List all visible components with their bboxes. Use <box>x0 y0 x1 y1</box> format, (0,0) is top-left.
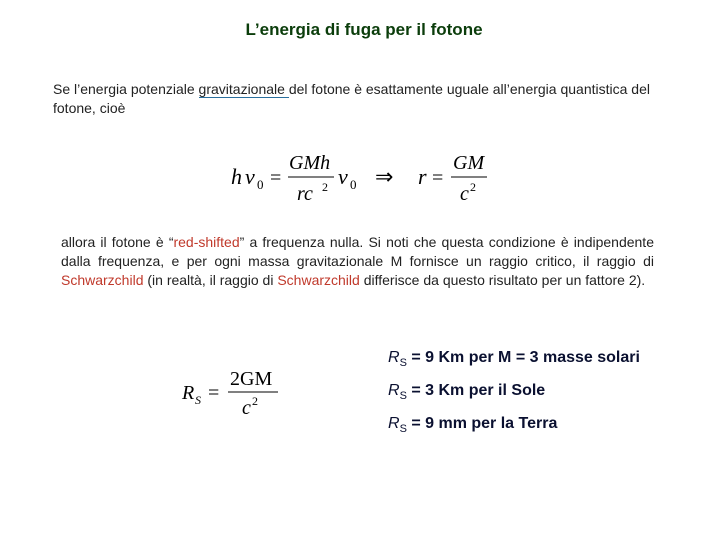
result-line <box>388 347 708 380</box>
eq2-denominator: c <box>242 397 251 419</box>
explanation-paragraph <box>61 233 654 290</box>
result-sub: S <box>399 357 407 370</box>
eq1-nu-right: ν <box>338 164 348 189</box>
eq2-equals: = <box>208 382 220 404</box>
result-sub: S <box>399 390 407 403</box>
eq1-nu-right-sub: 0 <box>350 177 357 192</box>
eq1-equals-right: = <box>432 167 444 189</box>
para-part4: differisce da questo risultato per un fattore 2). <box>359 272 646 288</box>
red-shifted-term: red-shifted <box>173 234 240 250</box>
eq2-numerator: 2GM <box>230 368 273 390</box>
eq2-den-sq: 2 <box>252 394 258 408</box>
result-text: = 3 Km per il Sole <box>406 382 546 399</box>
results-list <box>388 347 708 446</box>
result-line <box>388 413 708 446</box>
para-part2: ” a frequenza nulla. Si noti che questa condizione è indipendente dalla frequenza, e per ogni massa gravitazionale M fornisce un raggio critico, il raggio di <box>61 234 654 269</box>
schwarzchild-term-2: Schwarzchild <box>277 272 360 288</box>
result-R: R <box>388 415 400 432</box>
eq1-nu: ν <box>245 164 255 189</box>
eq2-R: R <box>182 382 195 404</box>
eq1-den-left-sq: 2 <box>322 180 328 194</box>
result-text: = 9 mm per la Terra <box>406 415 558 432</box>
result-text: = 9 Km per M = 3 masse solari <box>406 349 640 366</box>
eq1-nu-sub: 0 <box>257 177 264 192</box>
eq1-r: r <box>418 164 427 189</box>
result-rs <box>388 349 407 370</box>
result-R: R <box>388 349 400 366</box>
para-part3: (in realtà, il raggio di <box>143 272 278 288</box>
eq1-equals: = <box>270 167 282 189</box>
intro-after: del fotone è esattamente uguale all’energia quantistica del fotone, cioè <box>53 81 650 116</box>
intro-underlined-link[interactable]: gravitazionale <box>198 81 289 97</box>
result-R: R <box>388 382 400 399</box>
eq1-h: h <box>231 164 242 189</box>
intro-text <box>53 80 673 118</box>
schwarzschild-radius-equation <box>178 366 288 426</box>
result-line <box>388 380 708 413</box>
eq1-numerator-right: GM <box>453 152 485 174</box>
eq2-S: S <box>195 393 201 407</box>
result-rs <box>388 382 407 403</box>
eq1-denominator-right: c <box>460 183 469 205</box>
result-rs <box>388 415 407 436</box>
eq1-den-right-sq: 2 <box>470 180 476 194</box>
para-part1: allora il fotone è “ <box>61 234 174 250</box>
intro-before: Se l’energia potenziale <box>53 81 199 97</box>
eq1-implies-arrow: ⇒ <box>375 164 394 189</box>
photon-energy-equation <box>225 148 495 208</box>
eq1-numerator-left: GMh <box>289 152 331 174</box>
slide-title: L’energia di fuga per il fotone <box>245 20 483 39</box>
result-sub: S <box>399 423 407 436</box>
eq1-denominator-left: rc <box>297 183 313 205</box>
schwarzchild-term-1: Schwarzchild <box>61 272 144 288</box>
